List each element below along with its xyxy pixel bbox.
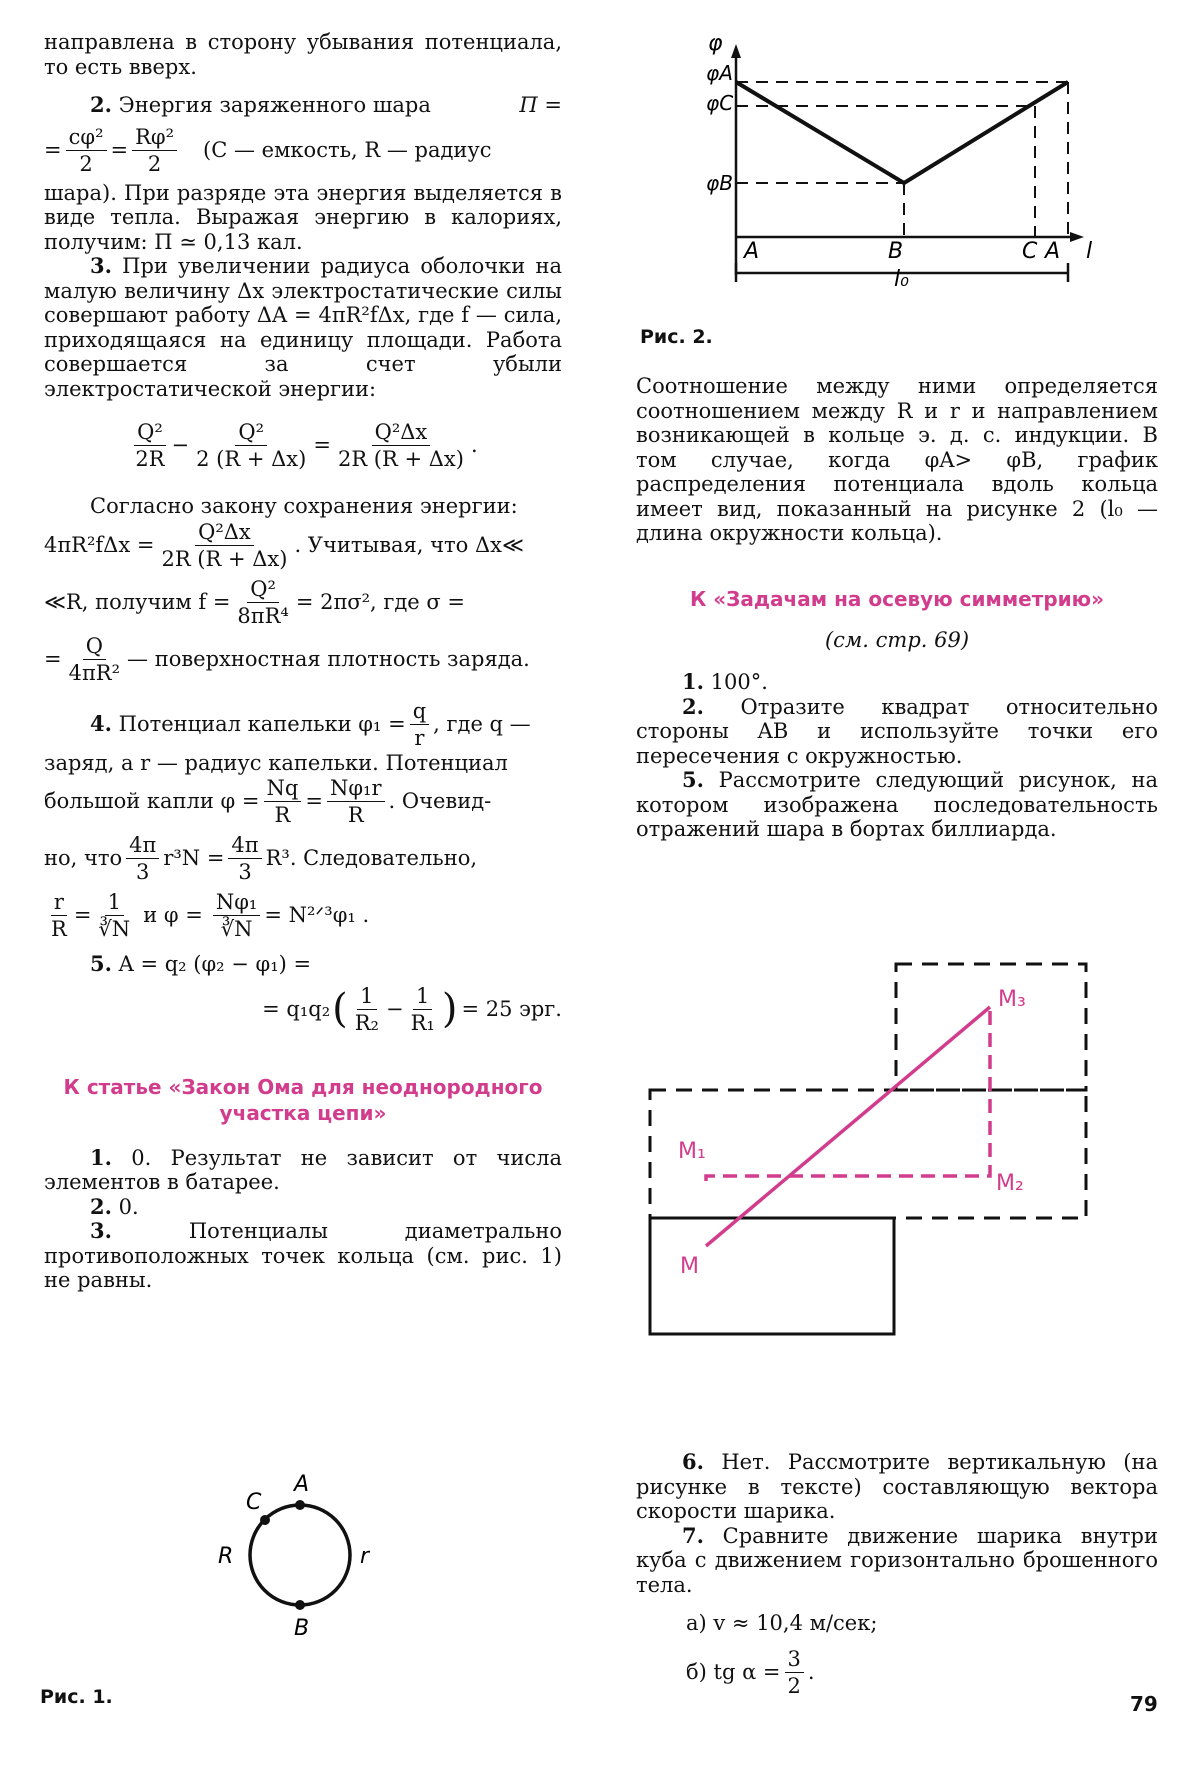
label-r-big: R: [218, 1544, 234, 1569]
right-column-bottom: [636, 1450, 1158, 1699]
figure-2-caption: Рис. 2.: [640, 326, 713, 348]
fraction: $\frac{1}{\text{R₁}}$: [410, 983, 435, 1035]
label-B: B: [888, 239, 904, 264]
label-phi: φ: [708, 31, 723, 56]
figure-1-ring: [210, 1465, 390, 1645]
label-phiA: φA: [706, 61, 733, 85]
paragraph-3b: Согласно закону сохранения энергии:: [90, 494, 518, 518]
fraction: $\frac{1}{∛N}$: [98, 890, 131, 941]
energy-note: (C — емкость, R — радиус: [203, 137, 492, 162]
equals: =: [110, 137, 129, 162]
sym-answer-1: 1. 100°.: [682, 669, 768, 694]
fraction: $\frac{Nq}{R}$: [264, 775, 302, 828]
answer-2: 2. 0.: [90, 1193, 139, 1219]
fraction: $\frac{\text{Nφ₁}}{∛N}$: [213, 889, 261, 942]
page-reference: (см. стр. 69): [824, 627, 970, 652]
paragraph-2: шара). При разряде эта энергия выделяется в виде тепла. Выражая энергию в калориях, получим: П ≃ 0,13 кал.: [44, 180, 562, 254]
label-a: A: [294, 1472, 310, 1497]
label-phiB: φB: [706, 171, 733, 195]
equation-3: $\frac{\text{Q²}}{2R}$ − $\frac{\text{Q²}}{2 (R + \Delta x)}$ = $\frac{\text{Q²Δx}}{2R (R + \Delta x)}$ .: [44, 419, 562, 472]
paragraph-4-line1: 4. Потенциал капельки φ₁ = $\frac{q}{r}$ , где q —: [90, 698, 531, 750]
point-b: [295, 1600, 305, 1610]
equation-4: 4πR²fΔx = $\frac{\text{Q²Δx}}{2R (R + \Delta x)}$ . Учитывая, что Δx≪: [44, 519, 524, 571]
sym-answer-6: 6. Нет. Рассмотрите вертикальную (на рисунке в тексте) составляющую вектора скорости шарика.: [636, 1449, 1158, 1523]
paragraph-3: 3. При увеличении радиуса оболочки на малую величину Δx электростатические силы совершают работу ΔA = 4πR²fΔx, где f — сила, приходящаяся на единицу площади. Работа совершается за счет убыли электростатической энергии:: [44, 253, 562, 401]
paragraph-5-line1: 5. A = q₂ (φ₂ − φ₁) =: [90, 951, 312, 976]
equals: =: [44, 137, 62, 162]
reflection-path: [706, 1007, 990, 1181]
fraction: $\frac{4\pi}{3}$: [228, 832, 261, 885]
fraction: $\frac{r}{R}$: [51, 890, 67, 941]
fraction: $\frac{q}{r}$: [410, 698, 429, 751]
equation-5: ≪R, получим f = $\frac{\text{Q²}}{\text{8πR⁴}}$ = 2πσ², где σ =: [44, 576, 466, 628]
label-M1: M₁: [678, 1139, 706, 1164]
point-c: [260, 1515, 270, 1525]
section-heading-symmetry: К «Задачам на осевую симметрию»: [689, 586, 1105, 611]
figure-2-potential-graph: [700, 30, 1120, 300]
potential-line: [736, 82, 1068, 183]
paragraph-5-line2: = q₁q₂ ( $\frac{1}{\text{R₂}}$ − $\frac{1}{\text{R₁}}$ ) = 25 эрг.: [262, 983, 562, 1035]
label-M2: M₂: [996, 1171, 1024, 1196]
fraction: $\frac{\text{Q²Δx}}{2R (R + \Delta x)}$: [161, 519, 288, 571]
paragraph-4-line4: но, что $\frac{4\pi}{3}$ r³N = $\frac{4\pi}{3}$ R³. Следовательно,: [44, 833, 478, 884]
item-number: 2.: [90, 92, 112, 117]
fraction: $\frac{\text{cφ²}}{2}$: [66, 124, 107, 177]
figure-1-caption: Рис. 1.: [40, 1686, 113, 1708]
label-r-small: r: [360, 1544, 370, 1569]
sym-answer-2: 2. Отразите квадрат относительно стороны AB и используйте точки его пересечения с окружностью.: [636, 693, 1158, 768]
paragraph-ring: Соотношение между ними определяется соотношением между R и r и направлением возникающей в кольце э. д. с. индукции. В том случае, когда φA> φB, график распределения потенциала вдоль кольца имеет вид, показанный на рисунке 2 (l₀ — длина окружности кольца).: [636, 374, 1158, 545]
label-l0: l₀: [894, 267, 909, 292]
energy-formula: [44, 124, 562, 177]
equation-6: = $\frac{Q}{\text{4πR²}}$ — поверхностная плотность заряда.: [44, 633, 530, 685]
fraction: $\frac{\text{Rφ²}}{2}$: [132, 124, 177, 177]
paragraph-top: направлена в сторону убывания потенциала, то есть вверх.: [44, 30, 562, 79]
label-M: M: [680, 1254, 699, 1279]
answer-7a: а) v ≈ 10,4 м/сек;: [686, 1611, 878, 1635]
fraction: $\frac{Q}{\text{4πR²}}$: [68, 633, 121, 685]
label-C: C: [1022, 239, 1038, 264]
energy-line: [44, 93, 562, 118]
label-A: A: [744, 239, 760, 264]
label-b: B: [294, 1616, 310, 1641]
fraction: $\frac{\text{Q²}}{2 (R + \Delta x)}$: [196, 420, 307, 471]
fraction: $\frac{\text{Q²}}{2R}$: [135, 420, 165, 471]
paragraph-4-line5: $\frac{r}{R}$ = $\frac{1}{∛N}$ и φ = $\frac{\text{Nφ₁}}{∛N}$ = N²ᐟ³φ₁ .: [44, 889, 562, 942]
page-number: 79: [1130, 1692, 1158, 1716]
fraction: $\frac{\text{Q²}}{\text{8πR⁴}}$: [237, 576, 289, 628]
ball-trajectory: [706, 1007, 990, 1246]
table-reflection-2: [896, 964, 1086, 1090]
answer-1: 1. 0. Результат не зависит от числа элементов в батарее.: [44, 1144, 562, 1194]
label-c: C: [246, 1490, 262, 1515]
paragraph-4-line3: большой капли φ = $\frac{Nq}{R}$ = $\frac{\text{Nφ₁r}}{R}$ . Очевид-: [44, 776, 492, 827]
x-arrow: [1070, 232, 1084, 242]
answer-3: 3. Потенциалы диаметрально противоположных точек кольца (см. рис. 1) не равны.: [44, 1218, 562, 1292]
sym-answer-7: 7. Сравните движение шарика внутри куба с движением горизонтально брошенного тела.: [636, 1522, 1158, 1597]
point-a: [295, 1500, 305, 1510]
answer-7b: б) tg α = $\frac{3}{2}$ .: [686, 1646, 815, 1698]
fraction: $\frac{1}{\text{R₂}}$: [354, 983, 379, 1035]
y-arrow: [731, 44, 741, 58]
fraction: $\frac{\text{Q²Δx}}{2R (R + \Delta x)}$: [337, 420, 464, 471]
section-heading-ohm: К статье «Закон Ома для неоднородного участка цепи»: [63, 1074, 543, 1125]
label-phiC: φC: [706, 91, 734, 115]
label-M3: M₃: [998, 987, 1026, 1012]
right-column: [636, 374, 1158, 842]
sym-answer-5: 5. Рассмотрите следующий рисунок, на котором изображена последовательность отражений шара в бортах биллиарда.: [636, 767, 1158, 841]
figure-3-billiard: [640, 958, 1160, 1358]
energy-text: Энергия заряженного шара: [118, 93, 431, 117]
label-l: l: [1086, 239, 1093, 264]
paragraph-4-line2: заряд, а r — радиус капельки. Потенциал: [44, 750, 508, 775]
fraction: $\frac{3}{2}$: [785, 1646, 804, 1699]
label-A2: A: [1045, 239, 1061, 264]
left-column: [44, 30, 562, 1293]
fraction: $\frac{\text{Nφ₁r}}{R}$: [327, 775, 385, 828]
fraction: $\frac{4\pi}{3}$: [126, 832, 159, 885]
energy-symbol: П =: [519, 93, 562, 117]
